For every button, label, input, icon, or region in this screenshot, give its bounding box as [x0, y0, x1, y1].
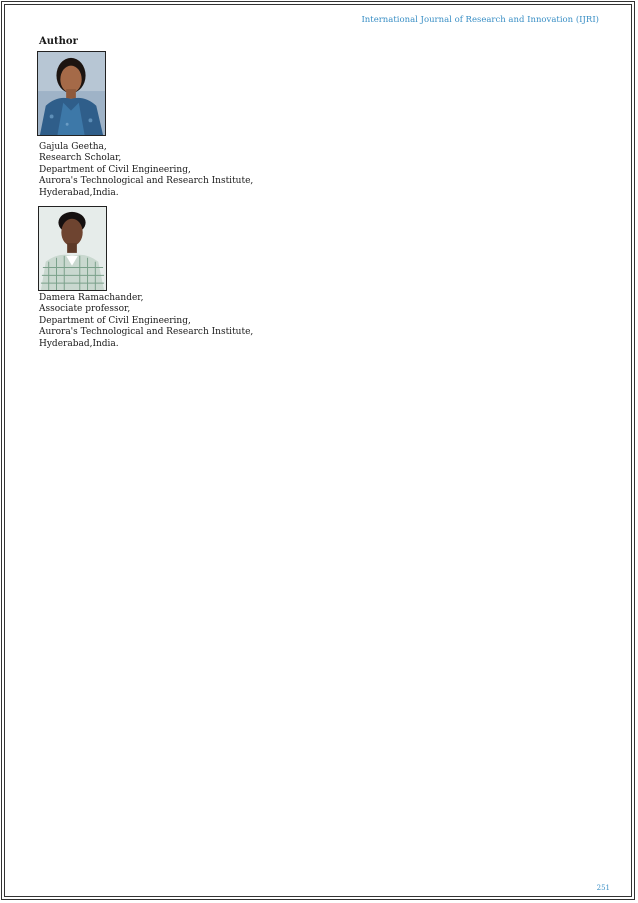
author-1-title: Research Scholar, — [39, 153, 122, 164]
author-2-photo — [38, 206, 107, 291]
journal-header: International Journal of Research and Innovation (IJRI) — [361, 15, 599, 25]
author-1-department: Department of Civil Engineering, — [39, 164, 191, 175]
author-2-affiliation — [39, 293, 253, 350]
author-2-department: Department of Civil Engineering, — [39, 315, 191, 326]
page-number: 251 — [596, 884, 610, 892]
page-border-inner — [4, 4, 632, 897]
author-1-photo — [37, 51, 106, 136]
section-heading: Author — [39, 36, 78, 47]
author-2-location: Hyderabad,India. — [39, 338, 119, 349]
author-1-name: Gajula Geetha, — [39, 142, 107, 152]
author-1-institute: Aurora's Technological and Research Institute, — [39, 176, 254, 187]
author-2-title: Associate professor, — [39, 304, 131, 315]
author-1-affiliation — [39, 142, 253, 199]
author-1-location: Hyderabad,India. — [39, 187, 119, 198]
author-2-name: Damera Ramachander, — [39, 293, 144, 303]
author-2-institute: Aurora's Technological and Research Institute, — [39, 327, 254, 338]
